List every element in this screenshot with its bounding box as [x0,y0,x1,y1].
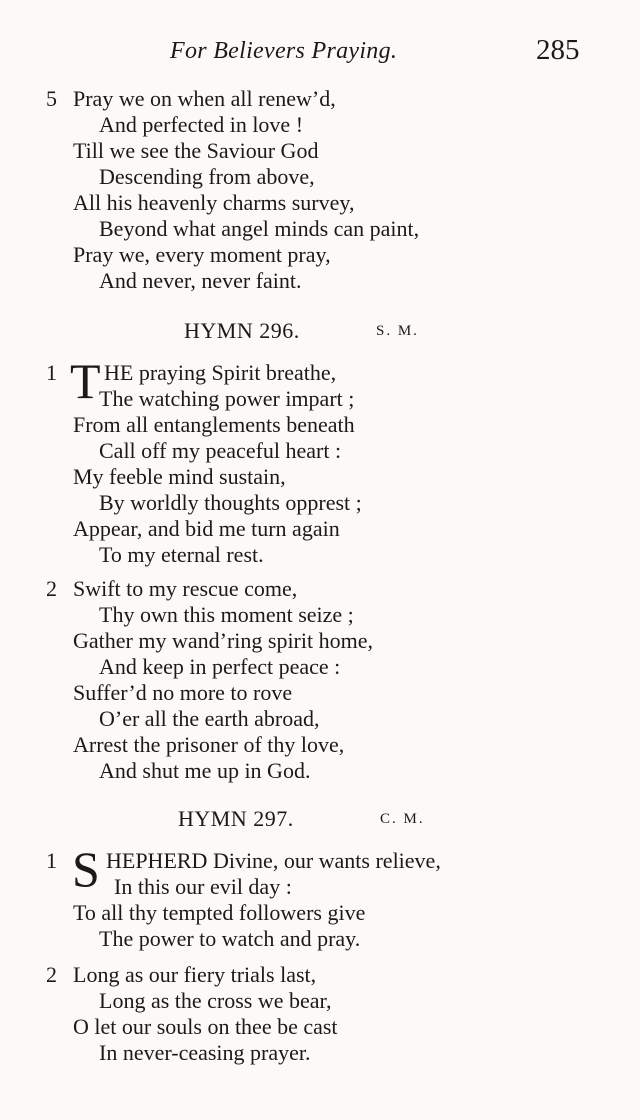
verse-number: 1 [46,360,57,385]
verse-line: And never, never faint. [99,268,302,293]
drop-cap: T [70,353,101,409]
verse-line: Call off my peaceful heart : [99,438,342,463]
verse-line: O let our souls on thee be cast [73,1014,338,1039]
verse-line: Arrest the prisoner of thy love, [73,732,345,757]
running-head: For Believers Praying. [170,38,398,64]
verse-line: HE praying Spirit breathe, [104,360,337,385]
verse-number: 2 [46,576,57,601]
verse-line: Long as the cross we bear, [99,988,332,1013]
verse-line: Thy own this moment seize ; [99,602,354,627]
verse-line: Suffer’d no more to rove [73,680,293,705]
verse-line: O’er all the earth abroad, [99,706,320,731]
verse-line: Beyond what angel minds can paint, [99,216,420,241]
verse-line: Descending from above, [99,164,315,189]
verse-line: And shut me up in God. [99,758,311,783]
verse-line: In never-ceasing prayer. [99,1040,311,1065]
verse-line: And perfected in love ! [99,112,304,137]
hymn-number: HYMN 296. [184,318,300,343]
verse-line: Till we see the Saviour God [73,138,319,163]
verse-line: Appear, and bid me turn again [73,516,340,541]
verse-line: Pray we on when all renew’d, [73,86,336,111]
verse-number: 5 [46,86,57,111]
verse-line: HEPHERD Divine, our wants relieve, [106,848,441,873]
hymn-meter: C. M. [380,811,425,827]
hymn-meter: S. M. [376,323,419,339]
verse-line: Gather my wand’ring spirit home, [73,628,373,653]
verse-line: From all entanglements beneath [73,412,355,437]
verse-number: 1 [46,848,57,873]
verse-line: To my eternal rest. [99,542,264,567]
verse-line: Pray we, every moment pray, [73,242,331,267]
verse-number: 2 [46,962,57,987]
drop-cap: S [72,841,100,897]
verse-line: Long as our fiery trials last, [73,962,317,987]
verse-line: All his heavenly charms survey, [73,190,355,215]
verse-line: In this our evil day : [114,874,292,899]
verse-line: The power to watch and pray. [99,926,361,951]
verse-line: The watching power impart ; [99,386,355,411]
hymn-number: HYMN 297. [178,806,294,831]
page-number: 285 [536,34,580,66]
verse-line: By worldly thoughts opprest ; [99,490,362,515]
verse-line: And keep in perfect peace : [99,654,341,679]
verse-line: My feeble mind sustain, [73,464,286,489]
verse-line: Swift to my rescue come, [73,576,298,601]
verse-line: To all thy tempted followers give [73,900,366,925]
